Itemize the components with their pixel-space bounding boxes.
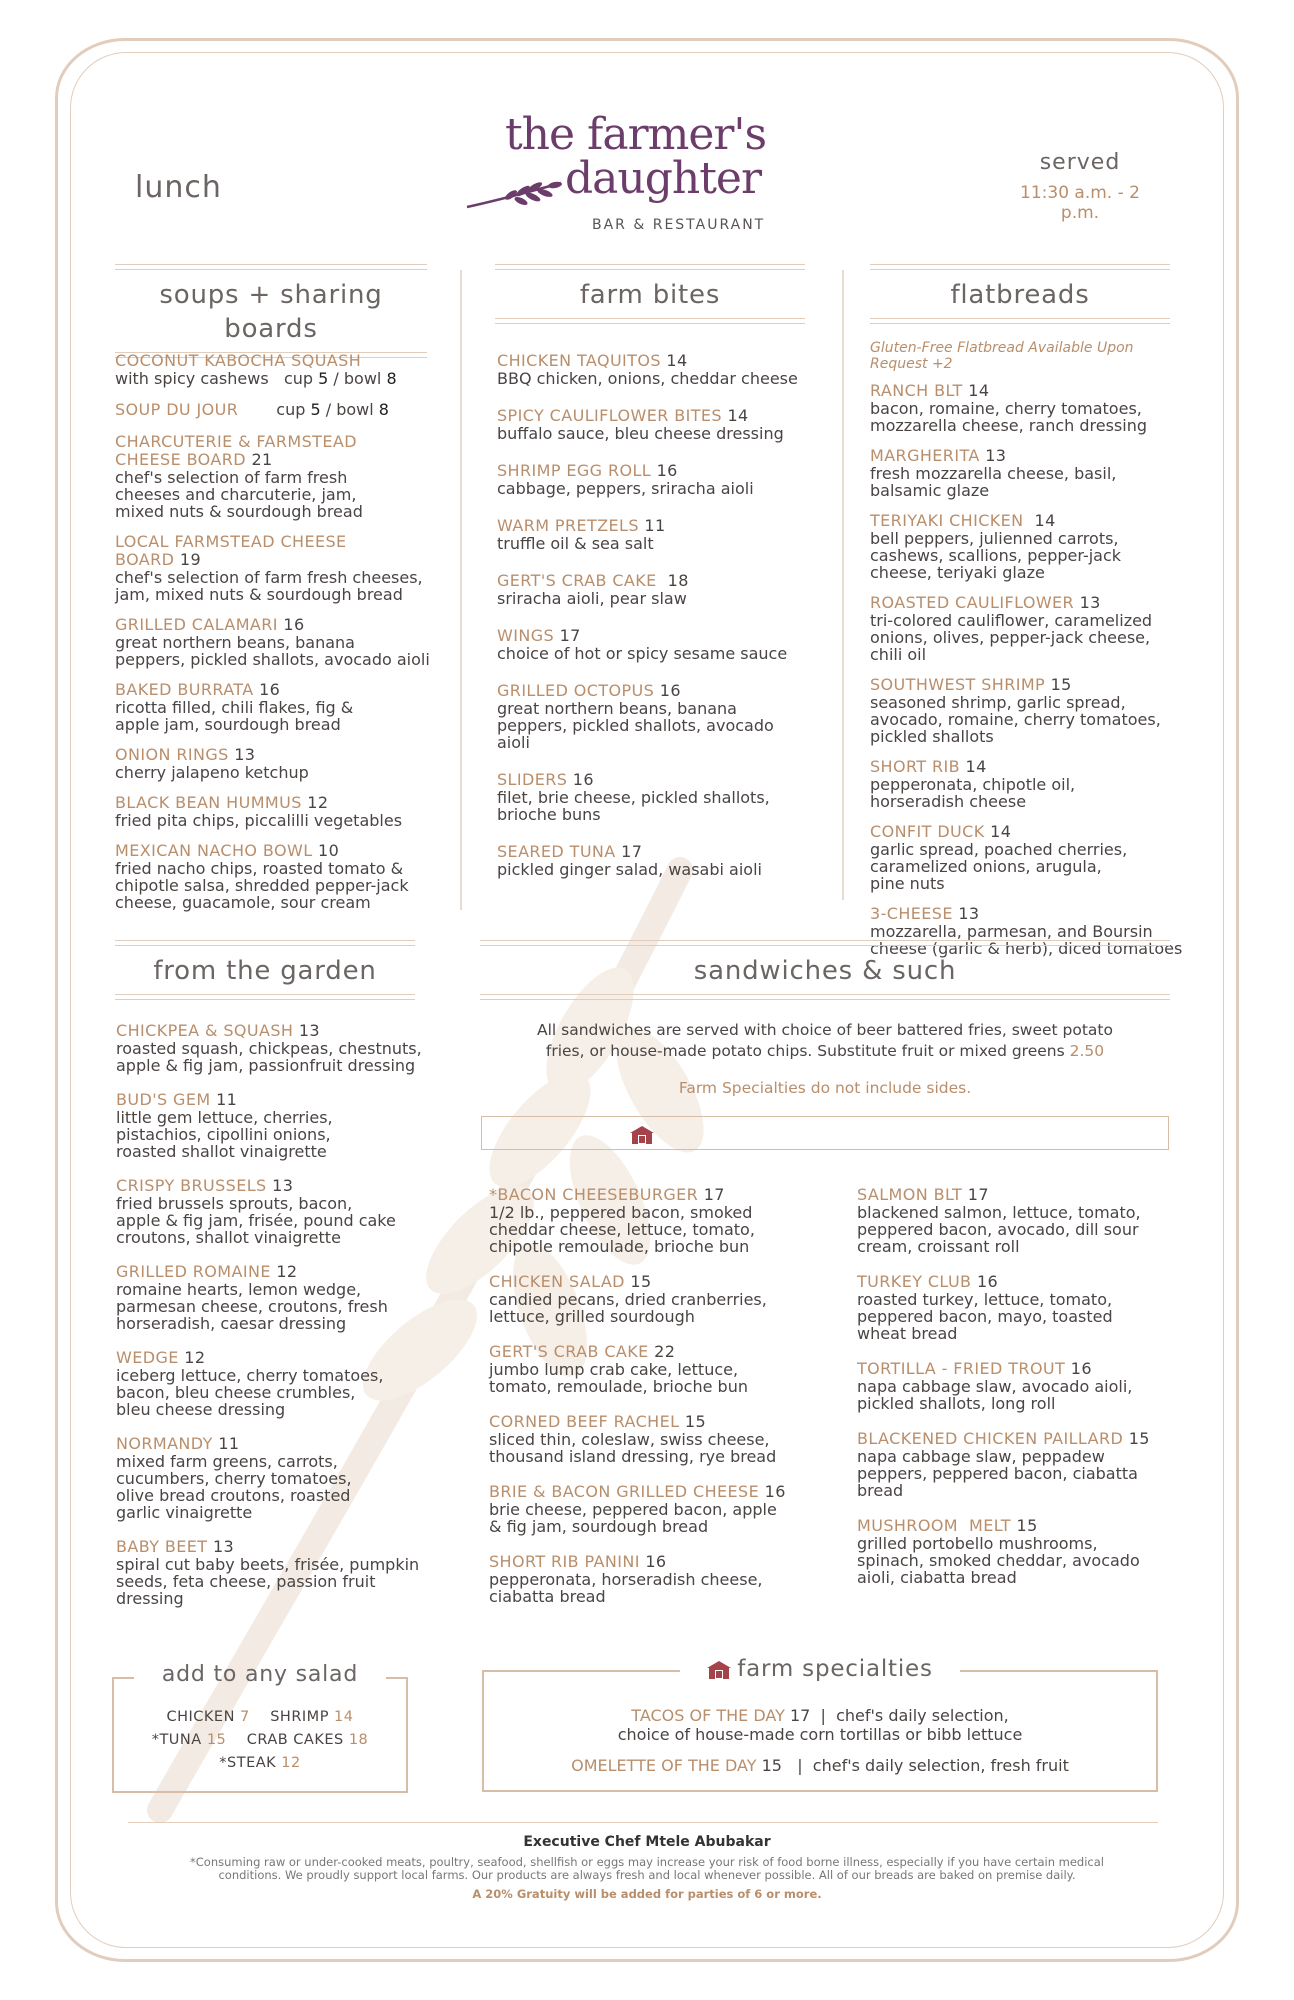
section-title: flatbreads [950,280,1090,310]
section-title: sandwiches & such [693,956,957,986]
add-to-salad-title: add to any salad [161,1662,359,1687]
tacos-line: TACOS OF THE DAY 17 | chef's daily selection, [631,1706,1009,1725]
menu-item: SHORT RIB 14 pepperonata, chipotle oil, horseradish cheese [870,757,1076,811]
menu-item: CONFIT DUCK 14 garlic spread, poached cherries, caramelized onions, arugula, pine nuts [870,822,1128,893]
menu-item: SHORT RIB PANINI 16 pepperonata, horseradish cheese, ciabatta bread [489,1552,763,1606]
menu-item: BLACKENED CHICKEN PAILLARD 15 napa cabbage slaw, peppadew peppers, peppered bacon, ciabatta bread [857,1429,1150,1500]
menu-item: BAKED BURRATA 16 ricotta filled, chili flakes, fig & apple jam, sourdough bread [115,680,354,734]
menu-item: RANCH BLT 14 bacon, romaine, cherry tomatoes, mozzarella cheese, ranch dressing [870,381,1147,435]
menu-item: LOCAL FARMSTEAD CHEESE BOARD 19 chef's selection of farm fresh cheeses, jam, mixed nuts & sourdough bread [115,533,455,603]
menu-item: GRILLED CALAMARI 16 great northern beans, banana peppers, pickled shallots, avocado aioli [115,615,430,669]
menu-item: MARGHERITA 13 fresh mozzarella cheese, basil, balsamic glaze [870,446,1117,500]
menu-item: SEARED TUNA 17 pickled ginger salad, wasabi aioli [497,842,762,879]
menu-item: SOUP DU JOUR cup 5 / bowl 8 [115,400,389,419]
served-block [1000,150,1160,223]
garden-section [115,940,415,1000]
menu-item: MEXICAN NACHO BOWL 10 fried nacho chips, roasted tomato & chipotle salsa, shredded pepper-jack cheese, guacamole, sour cream [115,841,409,912]
menu-item: TURKEY CLUB 16 roasted turkey, lettuce, tomato, peppered bacon, mayo, toasted wheat bread [857,1272,1113,1343]
menu-item: *BACON CHEESEBURGER 17 1/2 lb., peppered bacon, smoked cheddar cheese, lettuce, tomato, chipotle remoulade, brioche bun [489,1185,755,1256]
wheat-logo-icon [465,175,565,215]
section-title: soups + sharing boards [159,280,383,344]
footer: Executive Chef Mtele Abubakar *Consuming raw or under-cooked meats, poultry, seafood, shellfish or eggs may increase your risk of food borne illness, especially if you have certain medical conditions. We proudly support local farms. Our products are always fresh and local whenever possible. All of our breads are baked on premise daily. A 20% Gratuity will be added for parties of 6 or more. [100,1834,1194,1901]
menu-item: CORNED BEEF RACHEL 15 sliced thin, coleslaw, swiss cheese, thousand island dressing, rye bread [489,1412,777,1466]
brand-logo [460,105,820,245]
menu-item: TERIYAKI CHICKEN 14 bell peppers, julienned carrots, cashews, scallions, pepper-jack cheese, teriyaki glaze [870,511,1122,582]
menu-item: SOUTHWEST SHRIMP 15 seasoned shrimp, garlic spread, avocado, romaine, cherry tomatoes, pickled shallots [870,675,1161,746]
executive-chef: Executive Chef Mtele Abubakar [523,1834,771,1850]
sandwiches-right-list [857,1186,1197,1599]
menu-item [115,352,455,387]
menu-item: BLACK BEAN HUMMUS 12 fried pita chips, piccalilli vegetables [115,793,403,830]
menu-item: WEDGE 12 iceberg lettuce, cherry tomatoes, bacon, bleu cheese crumbles, bleu cheese dressing [116,1348,384,1419]
footer-rule [128,1822,1158,1823]
section-title: from the garden [153,956,377,986]
sandwiches-section [480,940,1170,1000]
served-time: 11:30 a.m. - 2 p.m. [1020,183,1140,223]
brand-line-2: daughter [565,153,761,204]
menu-item: SHRIMP EGG ROLL 16 cabbage, peppers, sriracha aioli [497,461,754,498]
barn-banner [481,1116,1169,1150]
menu-item: WINGS 17 choice of hot or spicy sesame sauce [497,626,788,663]
soups-list [115,352,455,924]
flatbreads-section [870,264,1170,324]
menu-item: BRIE & BACON GRILLED CHEESE 16 brie cheese, peppered bacon, apple & fig jam, sourdough bread [489,1482,786,1536]
item-name: LOCAL FARMSTEAD CHEESE [115,532,347,551]
menu-item: GRILLED OCTOPUS 16 great northern beans, banana peppers, pickled shallots, avocado aioli [497,681,774,752]
menu-item: GERT'S CRAB CAKE 22 jumbo lump crab cake, lettuce, tomato, remoulade, brioche bun [489,1342,748,1396]
disclaimer: *Consuming raw or under-cooked meats, poultry, seafood, shellfish or eggs may increase your risk of food borne illness, especially if you have certain medical [190,1855,1104,1869]
menu-item: BABY BEET 13 spiral cut baby beets, frisée, pumpkin seeds, feta cheese, passion fruit dressing [116,1537,420,1608]
item-price: 19 [179,550,202,569]
farm-specialties-list: TACOS OF THE DAY 17 | chef's daily selection, choice of house-made corn tortillas or bibb lettuce OMELETTE OF THE DAY 15 | chef's daily selection, fresh fruit [482,1706,1158,1775]
brand-subtitle: BAR & RESTAURANT [592,217,766,233]
farm-specialties-title: farm specialties [680,1654,960,1684]
menu-item: TORTILLA - FRIED TROUT 16 napa cabbage slaw, avocado aioli, pickled shallots, long roll [857,1359,1133,1413]
item-name: CHARCUTERIE & FARMSTEAD [115,432,357,451]
menu-item: GRILLED ROMAINE 12 romaine hearts, lemon wedge, parmesan cheese, croutons, fresh horseradish, caesar dressing [116,1262,388,1333]
gluten-free-note: Gluten-Free Flatbread Available Upon Request +2 [870,340,1134,372]
column-divider [460,270,462,910]
menu-item: CHICKPEA & SQUASH 13 roasted squash, chickpeas, chestnuts, apple & fig jam, passionfruit dressing [116,1021,422,1075]
menu-item: BUD'S GEM 11 little gem lettuce, cherries, pistachios, cipollini onions, roasted shallot vinaigrette [116,1090,333,1161]
section-rule [115,264,427,270]
menu-item: NORMANDY 11 mixed farm greens, carrots, cucumbers, cherry tomatoes, olive bread croutons, roasted garlic vinaigrette [116,1434,352,1522]
sandwiches-intro: All sandwiches are served with choice of beer battered fries, sweet potato fries, or house-made potato chips. Substitute fruit or mixed greens 2.50 Farm Specialties do not include sides. [480,1020,1170,1099]
menu-item: SLIDERS 16 filet, brie cheese, pickled shallots, brioche buns [497,770,770,824]
specialty-note: Farm Specialties do not include sides. [678,1079,972,1097]
gratuity-note: A 20% Gratuity will be added for parties of 6 or more. [472,1887,822,1901]
item-name: COCONUT KABOCHA SQUASH [115,351,362,370]
menu-item: SPICY CAULIFLOWER BITES 14 buffalo sauce, bleu cheese dressing [497,406,784,443]
bites-section [495,264,805,324]
item-desc: with spicy cashews cup 5 / bowl 8 [115,369,397,388]
menu-item: CHICKEN TAQUITOS 14 BBQ chicken, onions, cheddar cheese [497,351,798,388]
flatbreads-list [870,340,1200,970]
add-to-salad-list: CHICKEN 7 SHRIMP 14 *TUNA 15 CRAB CAKES 18 *STEAK 12 [151,1709,369,1771]
menu-item: MUSHROOM MELT 15 grilled portobello mushrooms, spinach, smoked cheddar, avocado aioli, ciabatta bread [857,1516,1140,1587]
sandwiches-left-list [489,1186,839,1618]
menu-item: WARM PRETZELS 11 truffle oil & sea salt [497,516,666,553]
barn-icon [707,1661,731,1679]
meal-label: lunch [135,170,222,205]
section-title: farm bites [579,280,721,310]
menu-item: CRISPY BRUSSELS 13 fried brussels sprouts, bacon, apple & fig jam, frisée, pound cake croutons, shallot vinaigrette [116,1176,396,1247]
served-label: served [1039,150,1121,175]
menu-item: ONION RINGS 13 cherry jalapeno ketchup [115,745,309,782]
menu-item: ROASTED CAULIFLOWER 13 tri-colored cauliflower, caramelized onions, olives, pepper-jack cheese, chili oil [870,593,1153,664]
menu-item: SALMON BLT 17 blackened salmon, lettuce, tomato, peppered bacon, avocado, dill sour cream, croissant roll [857,1185,1141,1256]
item-price: 21 [251,450,273,469]
menu-item: 3-CHEESE 13 mozzarella, parmesan, and Boursin cheese (garlic & herb), diced tomatoes [870,904,1183,958]
bites-list [497,352,837,891]
brand-line-1: the farmer's [505,109,767,160]
barn-icon [630,1126,654,1144]
menu-item: CHICKEN SALAD 15 candied pecans, dried cranberries, lettuce, grilled sourdough [489,1272,767,1326]
column-divider [842,270,844,900]
soups-section [115,264,427,358]
menu-item: GERT'S CRAB CAKE 18 sriracha aioli, pear slaw [497,571,689,608]
menu-item: CHARCUTERIE & FARMSTEAD CHEESE BOARD 21 chef's selection of farm fresh cheeses and charcuterie, jam, mixed nuts & sourdough bread [115,433,455,520]
omelette-line: OMELETTE OF THE DAY 15 | chef's daily selection, fresh fruit [571,1756,1069,1775]
item-name: SOUP DU JOUR [115,400,239,419]
garden-list [116,1022,456,1620]
